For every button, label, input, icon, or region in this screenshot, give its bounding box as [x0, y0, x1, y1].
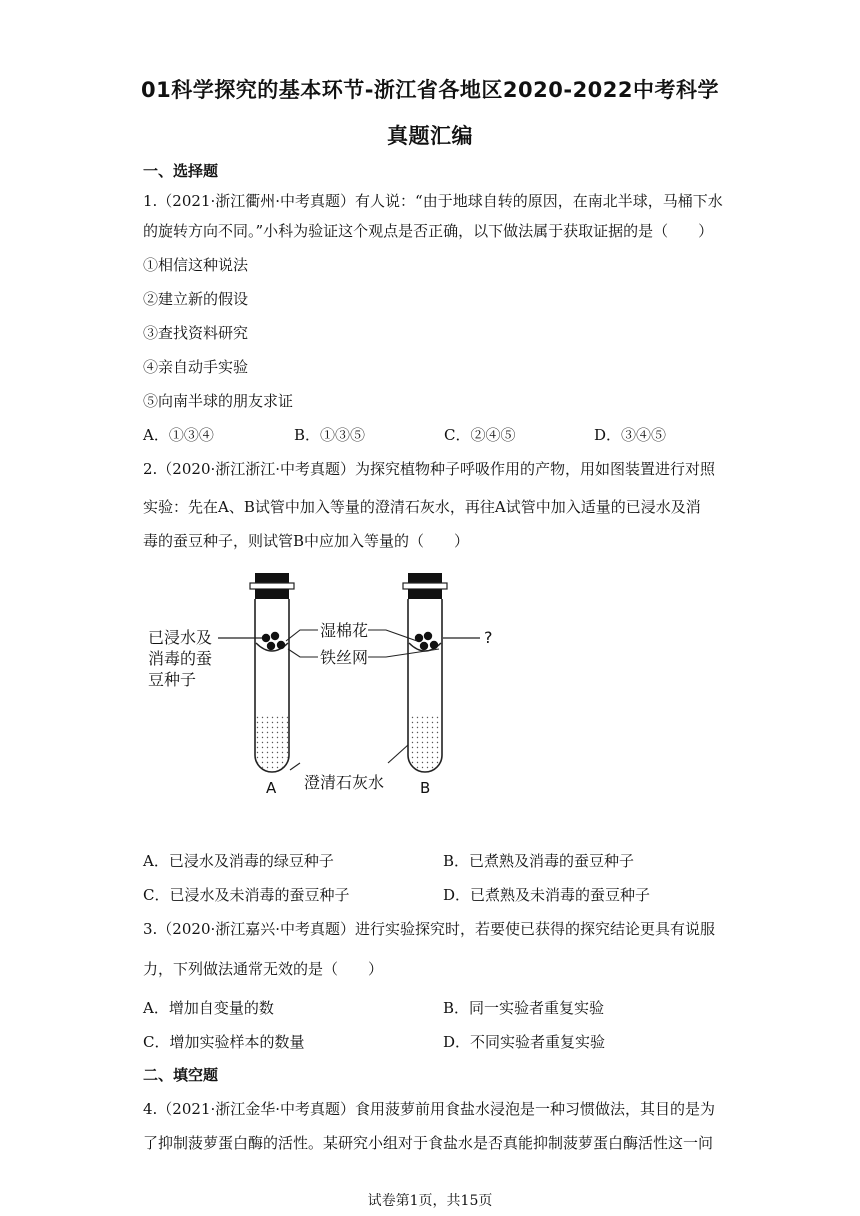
- q1-option-d: D．③④⑤: [594, 426, 667, 444]
- label-tube-b: B: [420, 779, 431, 797]
- seed-a-2: [271, 632, 279, 640]
- q3-option-b: B．同一实验者重复实验: [443, 999, 605, 1017]
- label-question-mark: ?: [484, 628, 493, 647]
- label-wire-mesh: 铁丝网: [320, 648, 369, 667]
- q1-text-line2: 的旋转方向不同。”小科为验证这个观点是否正确，以下做法属于获取证据的是（ ）: [143, 222, 714, 240]
- q2-option-d: D．已煮熟及未消毒的蚕豆种子: [443, 886, 651, 904]
- seed-a-3: [267, 642, 275, 650]
- q3-option-c: C．增加实验样本的数量: [143, 1033, 305, 1051]
- document-title-line1: 01科学探究的基本环节-浙江省各地区2020-2022中考科学: [140, 78, 720, 102]
- q2-text-line1: 2.（2020·浙江浙江·中考真题）为探究植物种子呼吸作用的产物，用如图装置进行对照: [143, 460, 716, 478]
- section-heading-choice: 一、选择题: [143, 162, 219, 180]
- limewater-a: [256, 715, 288, 771]
- q2-text-line3: 毒的蚕豆种子，则试管B中应加入等量的（ ）: [143, 532, 470, 550]
- q3-text-line1: 3.（2020·浙江嘉兴·中考真题）进行实验探究时，若要使已获得的探究结论更具有说服: [143, 920, 716, 938]
- seed-b-2: [424, 632, 432, 640]
- q2-option-a: A．已浸水及消毒的绿豆种子: [143, 852, 334, 870]
- label-seeds-line3: 豆种子: [148, 670, 197, 689]
- label-limewater: 澄清石灰水: [304, 773, 385, 792]
- q2-option-c: C．已浸水及未消毒的蚕豆种子: [143, 886, 350, 904]
- test-tube-a: [250, 573, 294, 772]
- label-wet-cotton: 湿棉花: [320, 621, 369, 640]
- label-tube-a: A: [266, 779, 277, 797]
- seed-a-1: [262, 634, 270, 642]
- q1-option-b: B．①③⑤: [294, 426, 366, 444]
- q1-item-4: ④亲自动手实验: [143, 358, 249, 376]
- q1-option-a: A．①③④: [143, 426, 214, 444]
- q1-text-line1: 1.（2021·浙江衢州·中考真题）有人说：“由于地球自转的原因，在南北半球，马桶下水: [143, 192, 723, 210]
- q3-option-d: D．不同实验者重复实验: [443, 1033, 606, 1051]
- section-heading-fill-in: 二、填空题: [143, 1066, 219, 1084]
- q2-text-line2: 实验：先在A、B试管中加入等量的澄清石灰水，再往A试管中加入适量的已浸水及消: [143, 498, 701, 516]
- label-seeds-line1: 已浸水及: [148, 628, 213, 647]
- q3-option-a: A．增加自变量的数: [143, 999, 274, 1017]
- q2-option-b: B．已煮熟及消毒的蚕豆种子: [443, 852, 635, 870]
- page-footer: 试卷第1页，共15页: [367, 1193, 493, 1209]
- q4-text-line1: 4.（2021·浙江金华·中考真题）食用菠萝前用食盐水浸泡是一种习惯做法，其目的是为: [143, 1100, 716, 1118]
- q1-item-5: ⑤向南半球的朋友求证: [143, 392, 294, 410]
- q1-item-3: ③查找资料研究: [143, 324, 249, 342]
- test-tube-b: [403, 573, 447, 772]
- seed-a-4: [277, 641, 285, 649]
- test-tube-figure: [140, 565, 520, 805]
- q1-item-2: ②建立新的假设: [143, 290, 249, 308]
- q1-item-1: ①相信这种说法: [143, 256, 249, 274]
- q3-text-line2: 力，下列做法通常无效的是（ ）: [143, 960, 384, 978]
- seed-b-3: [420, 642, 428, 650]
- q4-text-line2: 了抑制菠萝蛋白酶的活性。某研究小组对于食盐水是否真能抑制菠萝蛋白酶活性这一问: [143, 1134, 714, 1152]
- document-title-line2: 真题汇编: [387, 124, 473, 148]
- q1-option-c: C．②④⑤: [444, 426, 516, 444]
- label-seeds-line2: 消毒的蚕: [148, 649, 213, 668]
- limewater-b: [409, 715, 441, 771]
- seed-b-4: [430, 641, 438, 649]
